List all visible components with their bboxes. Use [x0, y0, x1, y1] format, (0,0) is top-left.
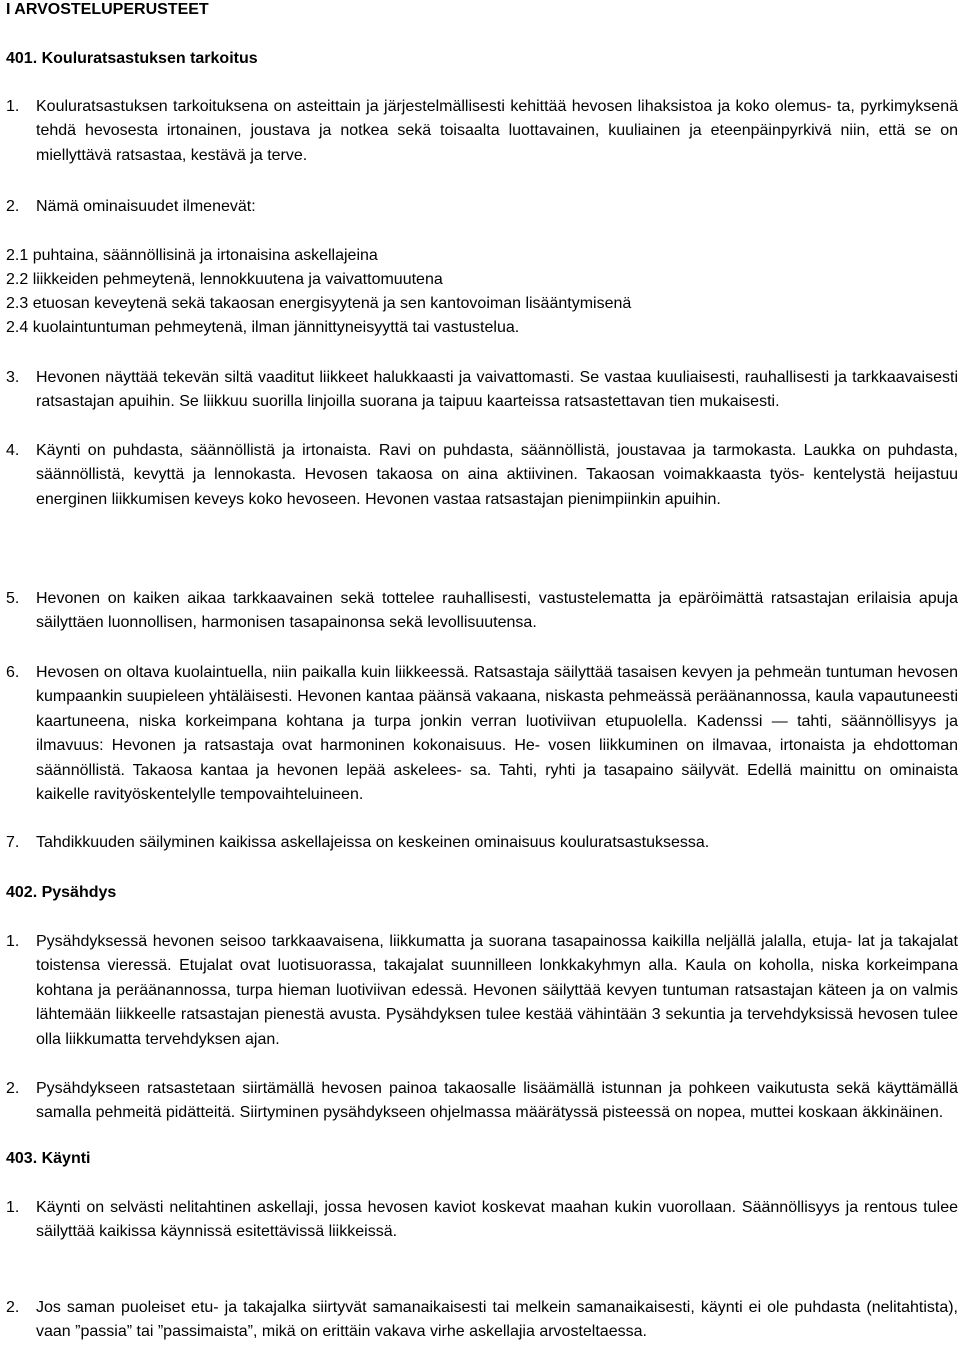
- paragraph-number: 3.: [6, 369, 20, 386]
- paragraph-number: 5.: [6, 590, 20, 607]
- paragraph-text: Jos saman puoleiset etu- ja takajalka siirtyvät samanaikaisesti tai melkein samanaikaisesti, käynti ei ole puhdasta (nelitahtista), vaan ”passia” tai ”passimaista”, mikä on erittäin vakava virhe askellajia arvosteltaessa.: [36, 1299, 958, 1341]
- paragraph-text: Käynti on selvästi nelitahtinen askellaji, jossa hevosen kaviot koskevat maahan kukin vuorollaan. Säännöllisyys ja rentous tulee säilyttää kaikissa käynnissä esitettävissä liikkeissä.: [36, 1199, 958, 1241]
- paragraph-text: Hevonen on kaiken aikaa tarkkaavainen sekä tottelee rauhallisesti, vastustelematta ja epäröimättä ratsastajan erilaisia apuja säilyttäen luonnollisen, harmonisen tasapainonsa sekä levollisuutensa.: [36, 590, 958, 632]
- paragraph-number: 1.: [6, 1199, 20, 1216]
- paragraph-text: Kouluratsastuksen tarkoituksena on asteittain ja järjestelmällisesti kehittää hevosen lihaksistoa ja koko olemus- ta, pyrkimyksenä tehdä hevosesta irtonainen, joustava ja notkea sekä toisaalta luottavainen, kuuliainen ja eteenpäinpyrkivä niin, että se on miellyttävä ratsastaa, kestävä ja terve.: [36, 98, 958, 164]
- paragraph-text: Tahdikkuuden säilyminen kaikissa askellajeissa on keskeinen ominaisuus kouluratsastuksessa.: [36, 834, 710, 851]
- paragraph-text: Käynti on puhdasta, säännöllistä ja irtonaista. Ravi on puhdasta, säännöllistä, joustavaa ja tarmokasta. Laukka on puhdasta, säännöllistä, kevyttä ja lennokasta. Hevosen takaosa on aina aktiivinen. Takaosan voimakkaasta työs- kentelystä heijastuu energinen liikkumisen keveys koko hevoseen. Hevonen vastaa ratsastajan pienimpiinkin apuihin.: [36, 442, 958, 508]
- paragraph-number: 2.: [6, 198, 20, 215]
- section-heading-403: 403. Käynti: [6, 1150, 91, 1167]
- paragraph-text: Nämä ominaisuudet ilmenevät:: [36, 198, 256, 215]
- list-item: 2.2 liikkeiden pehmeytenä, lennokkuutena ja vaivattomuutena: [6, 271, 443, 288]
- section-heading-402: 402. Pysähdys: [6, 884, 117, 901]
- list-item: 2.4 kuolaintuntuman pehmeytenä, ilman jännittyneisyyttä tai vastustelua.: [6, 319, 520, 336]
- paragraph-number: 4.: [6, 442, 20, 459]
- list-item: 2.1 puhtaina, säännöllisinä ja irtonaisina askellajeina: [6, 247, 378, 264]
- paragraph-number: 2.: [6, 1299, 20, 1316]
- paragraph-number: 7.: [6, 834, 20, 851]
- main-title: I ARVOSTELUPERUSTEET: [6, 1, 209, 18]
- paragraph-number: 1.: [6, 933, 20, 950]
- paragraph-text: Hevosen on oltava kuolaintuella, niin paikalla kuin liikkeessä. Ratsastaja säilyttää tasaisen kevyen ja pehmeän tuntuman hevosen kumpaankin suupieleen yhtäläisesti. Hevonen kantaa päänsä vakaana, niskasta pehmeässä peräänannossa, kaula vapautuneesti kaartuneena, niska korkeimpana kohtana ja turpa jonkin verran luotiviivan etupuolella. Kadenssi — tahti, säännöllisyys ja ilmavuus: Hevonen ja ratsastaja ovat harmoninen kokonaisuus. He- vosen liikkuminen on ilmavaa, irtonaista ja ehdottoman säännöllistä. Takaosa kantaa ja hevonen lepää askelees- sa. Tahti, ryhti ja tasapaino säilyvät. Edellä mainittu on ominaista kaikelle ravityöskentelylle tempovaihteluineen.: [36, 664, 958, 804]
- paragraph-text: Pysähdyksessä hevonen seisoo tarkkaavaisena, liikkumatta ja suorana tasapainossa kaikilla neljällä jalalla, etuja- lat ja takajalat toistensa vieressä. Etujalat ovat luotisuorassa, takajalat suunnilleen lonkkakyhmyn alla. Kaula on koholla, niska korkeimpana kohtana ja peräänannossa, turpa hieman luotiviivan edessä. Hevonen säilyttää kevyen tuntuman ratsastajan käteen ja on valmis lähtemään liikkeelle ratsastajan pienestä avusta. Pysähdyksen tulee kestää vähintään 3 sekuntia ja tervehdyksissä hevosen tulee olla liikkumatta tervehdyksen ajan.: [36, 933, 958, 1048]
- paragraph-number: 1.: [6, 98, 20, 115]
- section-heading-401: 401. Kouluratsastuksen tarkoitus: [6, 50, 258, 67]
- paragraph-number: 2.: [6, 1080, 20, 1097]
- paragraph-text: Hevonen näyttää tekevän siltä vaaditut liikkeet halukkaasti ja vaivattomasti. Se vastaa kuuliaisesti, rauhallisesti ja tarkkaavaisesti ratsastajan apuihin. Se liikkuu suorilla linjoilla suorana ja taipuu kaarteissa ratsastettavan tien mukaisesti.: [36, 369, 958, 411]
- list-item: 2.3 etuosan keveytenä sekä takaosan energisyytenä ja sen kantovoiman lisääntymisenä: [6, 295, 632, 312]
- paragraph-number: 6.: [6, 664, 20, 681]
- paragraph-text: Pysähdykseen ratsastetaan siirtämällä hevosen painoa takaosalle lisäämällä istunnan ja pohkeen vaikutusta sekä käyttämällä samalla pehmeitä pidätteitä. Siirtyminen pysähdykseen ohjelmassa määrätyssä pisteessä on nopea, muttei koskaan äkkinäinen.: [36, 1080, 958, 1122]
